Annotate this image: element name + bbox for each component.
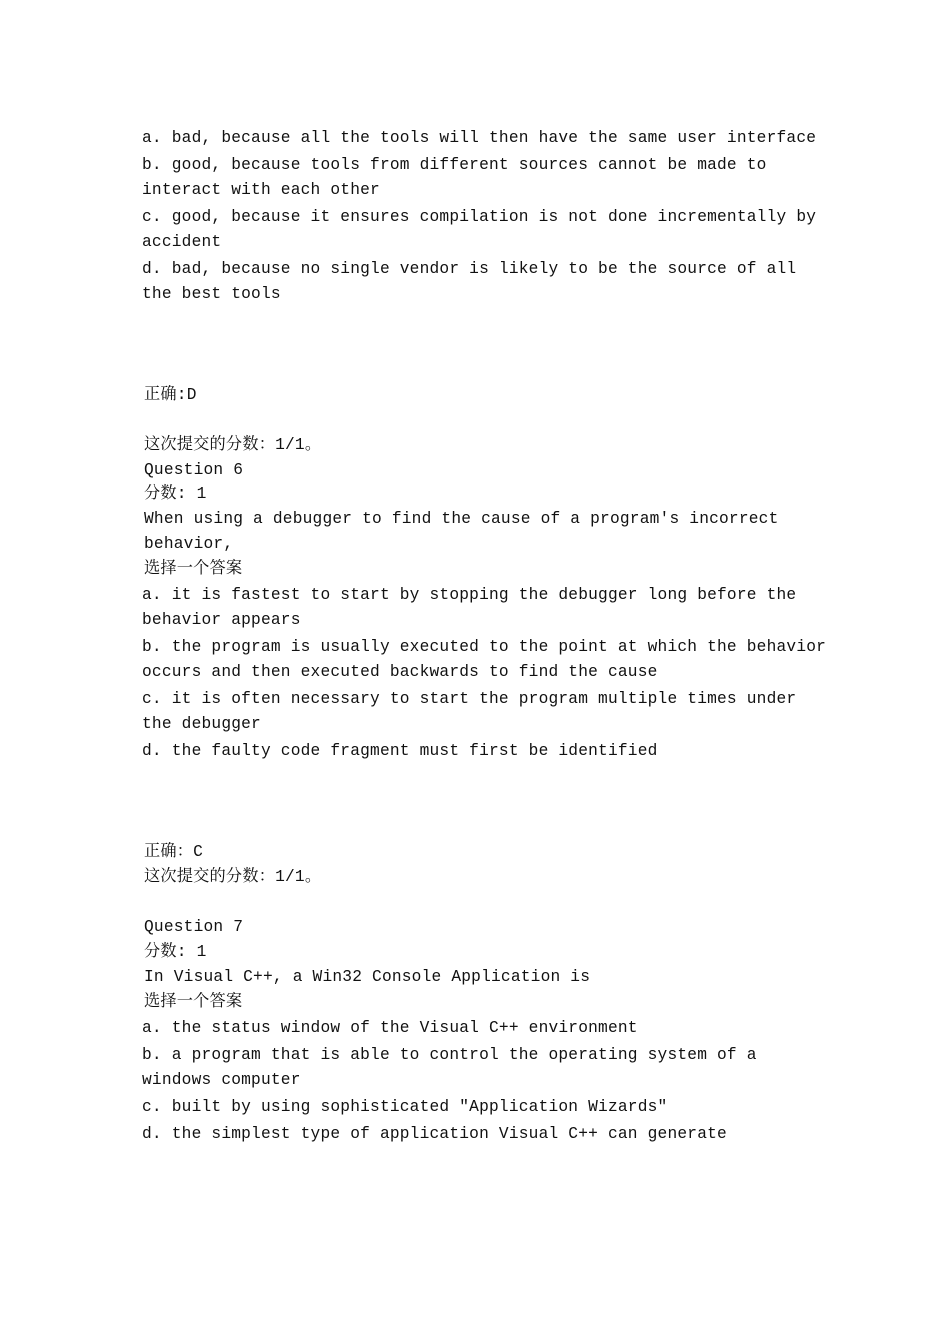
option-b-line-1[interactable]: b. the program is usually executed to the point at which the behavior (142, 638, 827, 656)
option-d-line-1: d. bad, because no single vendor is likely to be the source of all (142, 260, 797, 278)
option-b-line-2[interactable]: occurs and then executed backwards to find the cause (142, 663, 658, 681)
question-title: Question 6 (144, 461, 244, 479)
option-b-line-1[interactable]: b. a program that is able to control the operating system of a (142, 1046, 757, 1064)
option-c-line-1: c. good, because it ensures compilation is not done incrementally by (142, 208, 817, 226)
option-c-line-2: accident (142, 233, 222, 251)
choose-one-answer: 选择一个答案 (144, 993, 243, 1011)
option-b-line-1: b. good, because tools from different sources cannot be made to (142, 156, 767, 174)
submission-score: 这次提交的分数：1/1。 (144, 868, 322, 886)
option-c-line-2[interactable]: the debugger (142, 715, 261, 733)
option-a-line-1[interactable]: a. it is fastest to start by stopping the debugger long before the (142, 586, 797, 604)
submission-score: 这次提交的分数：1/1。 (144, 436, 322, 454)
question-prompt-line-1: In Visual C++, a Win32 Console Application is (144, 968, 591, 986)
question-score: 分数: 1 (144, 485, 207, 503)
option-d-line-2: the best tools (142, 285, 281, 303)
option-c-line-1[interactable]: c. it is often necessary to start the program multiple times under (142, 690, 797, 708)
option-b-line-2: interact with each other (142, 181, 380, 199)
question-score: 分数: 1 (144, 943, 207, 961)
option-d-line-1[interactable]: d. the faulty code fragment must first be identified (142, 742, 658, 760)
option-d-line-1[interactable]: d. the simplest type of application Visual C++ can generate (142, 1125, 727, 1143)
option-c-line-1[interactable]: c. built by using sophisticated "Application Wizards" (142, 1098, 668, 1116)
option-a-line-2[interactable]: behavior appears (142, 611, 301, 629)
question-prompt-line-1: When using a debugger to find the cause of a program's incorrect (144, 510, 779, 528)
question-prompt-line-2: behavior, (144, 535, 234, 553)
correct-answer: 正确：C (144, 843, 204, 861)
option-b-line-2[interactable]: windows computer (142, 1071, 301, 1089)
option-a-line-1: a. bad, because all the tools will then have the same user interface (142, 129, 817, 147)
correct-answer: 正确:D (144, 386, 197, 404)
choose-one-answer: 选择一个答案 (144, 560, 243, 578)
option-a-line-1[interactable]: a. the status window of the Visual C++ environment (142, 1019, 638, 1037)
question-title: Question 7 (144, 918, 244, 936)
